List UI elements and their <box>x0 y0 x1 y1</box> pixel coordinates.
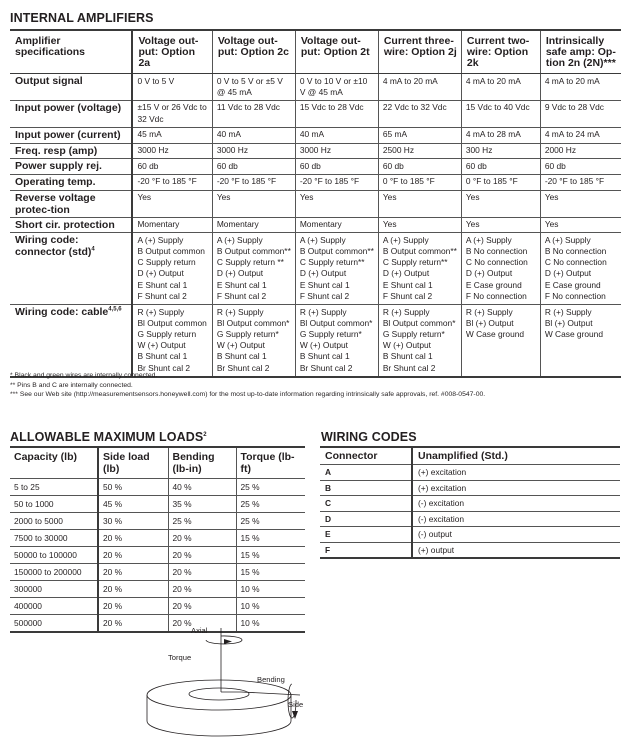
table-row <box>320 542 620 558</box>
wiring-line: B Shunt cal 1 <box>382 351 433 362</box>
superscript: 4 <box>91 246 95 253</box>
column-header: Amplifier specifications <box>10 30 132 74</box>
table-cell: 2000 to 5000 <box>10 513 98 530</box>
wiring-line: Bl Output common* <box>382 317 456 328</box>
footnote: * Black and green wires are internally connected. <box>10 372 158 379</box>
column-header: Current three-wire: Option 2j <box>378 30 461 74</box>
connector-pin: C <box>320 496 412 512</box>
column-header: Connector <box>320 447 412 465</box>
table-header-row <box>10 30 621 74</box>
wiring-line: B No connection <box>465 246 528 257</box>
column-header: Bending (lb-in) <box>168 447 236 479</box>
wiring-line: D (+) Output <box>137 268 184 279</box>
table-cell: Yes <box>132 190 212 217</box>
wiring-line: C Supply return** <box>299 257 365 268</box>
table-cell <box>378 233 461 305</box>
table-cell: 11 Vdc to 28 Vdc <box>212 100 295 127</box>
table-cell: 20 % <box>98 530 168 547</box>
table-cell: Yes <box>540 217 621 233</box>
wiring-line: R (+) Supply <box>299 306 347 317</box>
table-row <box>320 496 620 512</box>
wiring-line: W Case ground <box>465 328 525 339</box>
wiring-line: G Supply return <box>137 328 197 339</box>
wiring-line: E Case ground <box>465 279 522 290</box>
row-header: Output signal <box>10 74 132 101</box>
table-cell: -20 °F to 185 °F <box>295 174 378 190</box>
table-row <box>320 511 620 527</box>
table-header-row <box>320 447 620 465</box>
table-cell: 15 % <box>236 547 305 564</box>
wiring-line: Bl Output common* <box>299 317 373 328</box>
wiring-line: W (+) Output <box>137 340 186 351</box>
wiring-line: Br Shunt cal 2 <box>216 362 270 373</box>
internal-amplifiers-title: INTERNAL AMPLIFIERS <box>10 11 154 25</box>
wiring-codes-table <box>320 446 620 559</box>
table-cell: 15 Vdc to 28 Vdc <box>295 100 378 127</box>
table-cell: 50 to 1000 <box>10 496 98 513</box>
wiring-line: D (+) Output <box>382 268 430 279</box>
wiring-line: E Shunt cal 1 <box>382 279 433 290</box>
wiring-line: Br Shunt cal 2 <box>299 362 353 373</box>
table-cell <box>295 305 378 377</box>
wiring-line: Br Shunt cal 2 <box>382 362 436 373</box>
column-header: Voltage out-put: Option 2c <box>212 30 295 74</box>
pin-function: (+) excitation <box>412 465 620 481</box>
table-cell: 10 % <box>236 581 305 598</box>
table-cell: 2000 Hz <box>540 143 621 159</box>
row-header: Input power (current) <box>10 127 132 143</box>
wiring-line: G Supply return* <box>216 328 279 339</box>
row-header <box>10 305 132 377</box>
connector-pin: B <box>320 480 412 496</box>
table-cell: 60 db <box>461 159 540 175</box>
table-cell: 60 db <box>378 159 461 175</box>
load-cell-diagram <box>140 620 320 739</box>
table-cell: 60 db <box>212 159 295 175</box>
column-header: Voltage out-put: Option 2t <box>295 30 378 74</box>
table-cell: Yes <box>378 217 461 233</box>
table-cell: 5 to 25 <box>10 479 98 496</box>
wiring-line: Bl (+) Output <box>544 317 593 328</box>
table-row <box>10 217 621 233</box>
connector-pin: D <box>320 511 412 527</box>
wiring-line: F Shunt cal 2 <box>382 290 433 301</box>
wiring-line: E Case ground <box>544 279 601 290</box>
row-header: Power supply rej. <box>10 159 132 175</box>
table-cell: 60 db <box>540 159 621 175</box>
table-row <box>10 581 305 598</box>
row-header-text: Wiring code: cable <box>15 306 109 319</box>
wiring-line: B Shunt cal 1 <box>216 351 267 362</box>
row-header: Operating temp. <box>10 174 132 190</box>
wiring-line: B Shunt cal 1 <box>137 351 188 362</box>
wiring-line: R (+) Supply <box>216 306 264 317</box>
wiring-line: E Shunt cal 1 <box>216 279 267 290</box>
table-cell: 45 mA <box>132 127 212 143</box>
superscript: 2 <box>203 431 207 438</box>
column-header: Voltage out-put: Option 2a <box>132 30 212 74</box>
footnote: *** See our Web site (http://measurementsensors.honeywell.com) for the most up-to-date information regarding intrinsically safe approvals, ref. #008-0547-00. <box>10 391 486 399</box>
table-cell: 7500 to 30000 <box>10 530 98 547</box>
connector-pin: A <box>320 465 412 481</box>
table-row <box>10 159 621 175</box>
table-row <box>10 496 305 513</box>
table-cell <box>295 233 378 305</box>
row-header-text: Wiring code: connector (std) <box>15 234 92 259</box>
table-cell: Momentary <box>132 217 212 233</box>
row-header: Freq. resp (amp) <box>10 143 132 159</box>
table-cell: 20 % <box>98 581 168 598</box>
wiring-line: B Output common** <box>382 246 457 257</box>
table-cell: 4 mA to 20 mA <box>540 74 621 101</box>
table-cell: 20 % <box>168 581 236 598</box>
table-cell: 4 mA to 24 mA <box>540 127 621 143</box>
wiring-line: C No connection <box>465 257 528 268</box>
table-cell: -20 °F to 185 °F <box>212 174 295 190</box>
table-row <box>10 100 621 127</box>
wiring-line: Br Shunt cal 2 <box>137 362 191 373</box>
table-cell: 10 % <box>236 598 305 615</box>
wiring-line: G Supply return* <box>299 328 362 339</box>
wiring-line: D (+) Output <box>544 268 592 279</box>
wiring-line: Bl Output common* <box>216 317 290 328</box>
table-cell: 0 V to 10 V or ±10 V @ 45 mA <box>295 74 378 101</box>
table-cell <box>540 233 621 305</box>
table-cell: 25 % <box>236 479 305 496</box>
table-cell: 65 mA <box>378 127 461 143</box>
table-cell: 45 % <box>98 496 168 513</box>
table-row <box>10 547 305 564</box>
table-row <box>10 127 621 143</box>
table-row <box>10 530 305 547</box>
table-cell: 60 db <box>132 159 212 175</box>
wiring-line: F Shunt cal 2 <box>137 290 187 301</box>
wiring-line: A (+) Supply <box>137 234 184 245</box>
table-row <box>10 479 305 496</box>
table-row <box>10 143 621 159</box>
table-cell: 40 mA <box>212 127 295 143</box>
table-cell: 60 db <box>295 159 378 175</box>
row-header: Short cir. protection <box>10 217 132 233</box>
table-cell: Momentary <box>212 217 295 233</box>
wiring-line: R (+) Supply <box>544 306 592 317</box>
wiring-line: C Supply return ** <box>216 257 284 268</box>
table-row <box>10 233 621 305</box>
wiring-line: Bl (+) Output <box>465 317 514 328</box>
wiring-line: W (+) Output <box>216 340 265 351</box>
pin-function: (+) excitation <box>412 480 620 496</box>
table-cell: 0 V to 5 V or ±5 V @ 45 mA <box>212 74 295 101</box>
column-header: Side load (lb) <box>98 447 168 479</box>
column-header: Intrinsically safe amp: Op-tion 2n (2N)*** <box>540 30 621 74</box>
wiring-line: Bl Output common <box>137 317 207 328</box>
table-cell: 25 % <box>236 496 305 513</box>
row-header: Input power (voltage) <box>10 100 132 127</box>
wiring-line: A (+) Supply <box>544 234 591 245</box>
table-cell: 15 % <box>236 530 305 547</box>
table-cell: ±15 V or 26 Vdc to 32 Vdc <box>132 100 212 127</box>
table-cell: 20 % <box>98 615 168 633</box>
table-cell: Yes <box>461 190 540 217</box>
table-header-row <box>10 447 305 479</box>
table-cell: Yes <box>212 190 295 217</box>
table-cell: 40 % <box>168 479 236 496</box>
connector-pin: F <box>325 544 331 555</box>
wiring-line: A (+) Supply <box>216 234 263 245</box>
table-cell: 9 Vdc to 28 Vdc <box>540 100 621 127</box>
axial-label: Axial <box>191 626 208 635</box>
table-cell: 500000 <box>14 618 42 628</box>
column-header: Current two-wire: Option 2k <box>461 30 540 74</box>
pin-function: (-) output <box>412 527 620 543</box>
table-row <box>320 465 620 481</box>
allowable-loads-title <box>10 430 207 444</box>
table-row <box>320 480 620 496</box>
wiring-line: W (+) Output <box>382 340 432 351</box>
wiring-line: B Output common** <box>299 246 374 257</box>
table-cell: 50 % <box>98 479 168 496</box>
table-row <box>10 513 305 530</box>
table-cell: -20 °F to 185 °F <box>132 174 212 190</box>
table-cell: 4 mA to 28 mA <box>461 127 540 143</box>
wiring-line: C Supply return** <box>382 257 448 268</box>
wiring-line: R (+) Supply <box>465 306 513 317</box>
footnote: ** Pins B and C are internally connected. <box>10 381 133 389</box>
table-cell: 40 mA <box>295 127 378 143</box>
table-cell: 0 °F to 185 °F <box>461 174 540 190</box>
wiring-line: F Shunt cal 2 <box>299 290 350 301</box>
allowable-loads-title-text: ALLOWABLE MAXIMUM LOADS <box>10 430 204 444</box>
table-cell <box>461 233 540 305</box>
table-cell: 400000 <box>10 598 98 615</box>
wiring-line: B No connection <box>544 246 607 257</box>
table-cell: 3000 Hz <box>212 143 295 159</box>
table-cell: 150000 to 200000 <box>10 564 98 581</box>
wiring-line: A (+) Supply <box>465 234 512 245</box>
table-cell: 20 % <box>98 598 168 615</box>
table-row <box>10 174 621 190</box>
wiring-line: C Supply return <box>137 257 196 268</box>
table-cell <box>378 305 461 377</box>
wiring-line: D (+) Output <box>299 268 347 279</box>
column-header: Torque (lb-ft) <box>236 447 305 479</box>
table-cell <box>540 305 621 377</box>
wiring-line: A (+) Supply <box>299 234 346 245</box>
table-cell: 20 % <box>168 564 236 581</box>
bending-label: Bending <box>257 675 285 684</box>
table-cell: 22 Vdc to 32 Vdc <box>378 100 461 127</box>
table-cell: 300000 <box>10 581 98 598</box>
wiring-line: B Shunt cal 1 <box>299 351 350 362</box>
wiring-line: W (+) Output <box>299 340 348 351</box>
wiring-codes-title: WIRING CODES <box>321 430 417 444</box>
table-cell: 3000 Hz <box>132 143 212 159</box>
table-cell: 3000 Hz <box>295 143 378 159</box>
footnotes <box>10 371 485 400</box>
table-cell: 10 % <box>236 615 305 633</box>
wiring-line: C No connection <box>544 257 607 268</box>
table-cell: 20 % <box>168 547 236 564</box>
table-row <box>320 527 620 543</box>
internal-amplifiers-table <box>10 29 621 378</box>
table-cell: 20 % <box>98 547 168 564</box>
table-cell: 4 mA to 20 mA <box>378 74 461 101</box>
wiring-line: W Case ground <box>544 328 603 339</box>
row-header <box>10 233 132 305</box>
table-cell <box>461 305 540 377</box>
column-header: Unamplified (Std.) <box>412 447 620 465</box>
wiring-line: F Shunt cal 2 <box>216 290 267 301</box>
table-cell: 50000 to 100000 <box>10 547 98 564</box>
table-cell: 15 Vdc to 40 Vdc <box>461 100 540 127</box>
table-cell: Momentary <box>295 217 378 233</box>
table-row <box>10 74 621 101</box>
table-cell: 2500 Hz <box>378 143 461 159</box>
allowable-loads-table <box>10 446 305 633</box>
wiring-line: E Shunt cal 1 <box>137 279 188 290</box>
table-cell: Yes <box>295 190 378 217</box>
connector-pin: E <box>320 527 412 543</box>
table-cell: 25 % <box>168 513 236 530</box>
wiring-line: D (+) Output <box>216 268 264 279</box>
table-cell <box>212 233 295 305</box>
torque-label: Torque <box>168 653 192 662</box>
wiring-line: B Output common <box>137 246 205 257</box>
table-cell <box>212 305 295 377</box>
table-cell <box>132 305 212 377</box>
wiring-line: R (+) Supply <box>382 306 430 317</box>
pin-function: (-) excitation <box>412 511 620 527</box>
wiring-line: B Output common** <box>216 246 291 257</box>
table-cell: 4 mA to 20 mA <box>461 74 540 101</box>
load-cell-drawing <box>140 620 320 739</box>
superscript: 4,5,6 <box>108 306 122 313</box>
side-label: Side <box>288 700 304 709</box>
table-cell: 25 % <box>236 513 305 530</box>
table-cell: 15 % <box>236 564 305 581</box>
wiring-line: F No connection <box>465 290 527 301</box>
wiring-line: G Supply return* <box>382 328 445 339</box>
wiring-line: E Shunt cal 1 <box>299 279 350 290</box>
column-header: Capacity (lb) <box>10 447 98 479</box>
table-cell: 20 % <box>168 530 236 547</box>
table-cell: 35 % <box>168 496 236 513</box>
table-row <box>10 305 621 377</box>
wiring-line: A (+) Supply <box>382 234 429 245</box>
pin-function: (-) excitation <box>412 496 620 512</box>
table-cell: -20 °F to 185 °F <box>540 174 621 190</box>
table-row <box>10 190 621 217</box>
table-cell: 300 Hz <box>461 143 540 159</box>
table-cell: Yes <box>540 190 621 217</box>
row-header: Reverse voltage protec-tion <box>10 190 132 217</box>
table-cell: Yes <box>461 217 540 233</box>
table-cell: 20 % <box>168 615 236 633</box>
table-row <box>10 564 305 581</box>
table-cell: 30 % <box>98 513 168 530</box>
table-row <box>10 598 305 615</box>
wiring-line: D (+) Output <box>465 268 513 279</box>
table-cell: 0 °F to 185 °F <box>378 174 461 190</box>
wiring-line: F No connection <box>544 290 606 301</box>
table-cell: 20 % <box>98 564 168 581</box>
wiring-line: R (+) Supply <box>137 306 185 317</box>
pin-function: (+) output <box>412 542 620 558</box>
table-cell: 20 % <box>168 598 236 615</box>
table-cell <box>132 233 212 305</box>
table-cell: Yes <box>378 190 461 217</box>
table-cell: 0 V to 5 V <box>132 74 212 101</box>
